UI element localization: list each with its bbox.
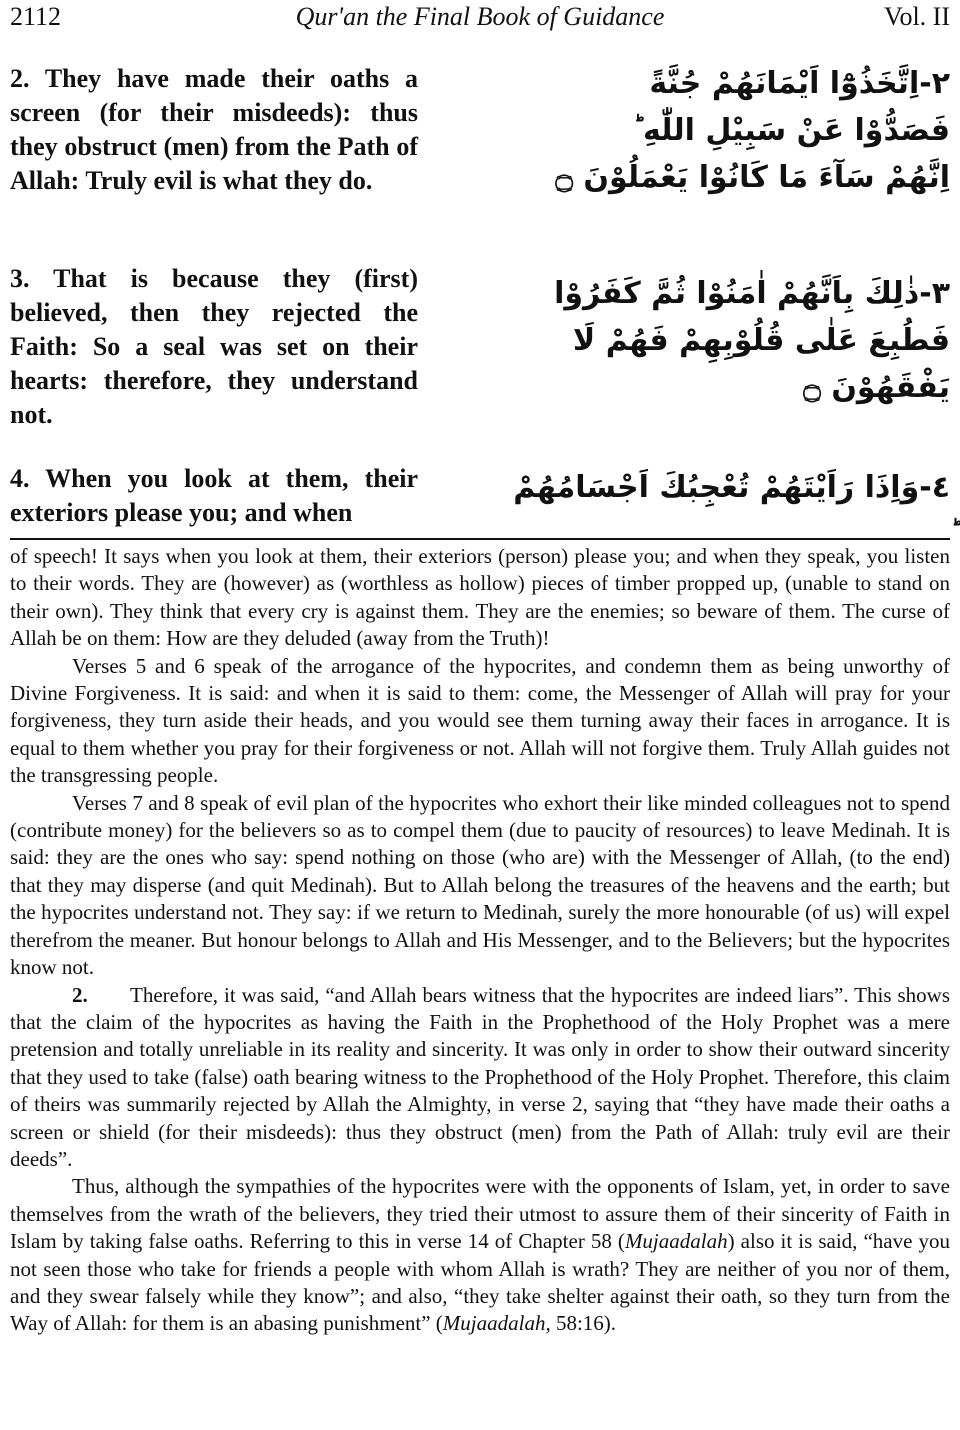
arabic-line: اِنَّهُمْ سَآءَ مَا كَانُوْا يَعْمَلُوْنَ ۝ bbox=[555, 160, 950, 195]
note-text: Therefore, it was said, “and Allah bears witness that the hypocrites are indeed liars”. This shows that the claim of the hypocrites as having the Faith in the Prophethood of the Holy Prophet was a mere pretension and totally unreliable in its reality and sincerity. It was only in order to show their outward sincerity that they used to take (false) oath bearing witness to the Prophethood of the Holy Prophet. Therefore, this claim of theirs was summarily rejected by Allah the Almighty, in verse 2, saying that “they have made their oaths a screen or shield (for their misdeeds): thus they obstruct (men) from the Path of Allah: truly evil are their deeds”. bbox=[10, 982, 950, 1171]
commentary-paragraph: of speech! It says when you look at them, their exteriors (person) please you; and when they speak, you listen to their words. They are (however) as (worthless as hollow) pieces of timber propped up, (unable to stand on their own). They think that every cry is against them. They are the enemies; so beware of them. The curse of Allah be on them: How are they deluded (away from the Truth)! bbox=[10, 544, 950, 651]
arabic-line: فَصَدُّوْا عَنْ سَبِيْلِ اللّٰهِ ؕ bbox=[632, 113, 950, 148]
divider-rule bbox=[10, 538, 950, 540]
paragraph-text: Thus, although the sympathies of the hypocrites were with the opponents of Islam, yet, in order to save themselves from the wrath of the believers, they tried their utmost to assure them of their sincerity of Faith in Islam by taking false oaths. Referring to this in verse 14 of Chapter 58 ( bbox=[10, 1174, 950, 1254]
note-number: 2. bbox=[72, 982, 88, 1007]
verse-4-english: 4. When you look at them, their exteriors please you; and when bbox=[10, 464, 418, 527]
arabic-line: ٣-ذٰلِكَ بِاَنَّهُمْ اٰمَنُوْا ثُمَّ كَفَرُوْا bbox=[554, 276, 950, 311]
commentary-paragraph: Verses 5 and 6 speak of the arrogance of the hypocrites, and condemn them as being unworthy of Divine Forgiveness. It is said: and when it is said to them: come, the Messenger of Allah will pray for your forgiveness, they turn aside their heads, and you would see them turning away their faces in arrogance. It is equal to them whether you pray for their forgiveness or not. Allah will not forgive them. Truly Allah guides not the transgressing people. bbox=[10, 653, 950, 788]
book-title: Qur'an the Final Book of Guidance bbox=[295, 2, 665, 31]
page-number: 2112 bbox=[10, 2, 62, 31]
arabic-line: فَطُبِعَ عَلٰى قُلُوْبِهِمْ فَهُمْ لَا يَفْقَهُوْنَ ۝ bbox=[572, 323, 950, 405]
paragraph-text: 58:16). bbox=[550, 1311, 617, 1336]
commentary-paragraph bbox=[10, 1173, 950, 1337]
verse-3-english: 3. That is because they (first) believed, then they rejected the Faith: So a seal was set on their hearts: therefore, they understand not. bbox=[10, 264, 418, 429]
commentary-paragraph: Verses 7 and 8 speak of evil plan of the hypocrites who exhort their like minded colleagues not to spend (contribute money) for the believers so as to compel them (due to paucity of resources) to leave Medinah. It is said: they are the ones who say: spend nothing on those (who are) with the Messenger of Allah, (to the end) that they may disperse (and quit Medinah). But to Allah belong the treasures of the heavens and the earth; but the hypocrites understand not. They say: if we return to Medinah, surely the more honourable (of us) will expel therefrom the meaner. But honour belongs to Allah and His Messenger, and to the Believers; but the hypocrites know not. bbox=[10, 790, 950, 980]
commentary bbox=[10, 543, 950, 1338]
arabic-line: ٢-اِتَّخَذُوْٓا اَيْمَانَهُمْ جُنَّةً bbox=[649, 66, 950, 101]
arabic-line: ٤-وَاِذَا رَاَيْتَهُمْ تُعْجِبُكَ اَجْسَامُهُمْ bbox=[513, 470, 950, 505]
verse-3-arabic bbox=[510, 270, 950, 411]
surah-reference: Mujaadalah bbox=[624, 1229, 728, 1254]
paragraph-text: ) also it is said, “have you not seen those who take for friends a people with whom Allah is wrath? They are neither of you nor of them, and they swear falsely while they know”; and also, “they take shelter against their oath, so they turn from the Way of Allah: for them is an abasing punishment” ( bbox=[10, 1229, 950, 1336]
commentary-note-2 bbox=[10, 982, 950, 1174]
verse-2-arabic bbox=[510, 60, 950, 201]
surah-reference: Mujaadalah, bbox=[442, 1311, 551, 1336]
running-header bbox=[10, 2, 950, 36]
volume-label: Vol. II bbox=[884, 2, 950, 31]
verse-2-english: 2. They have made their oaths a screen (for their misdeeds): thus they obstruct (men) from the Path of Allah: Truly evil is what they do. bbox=[10, 64, 418, 195]
